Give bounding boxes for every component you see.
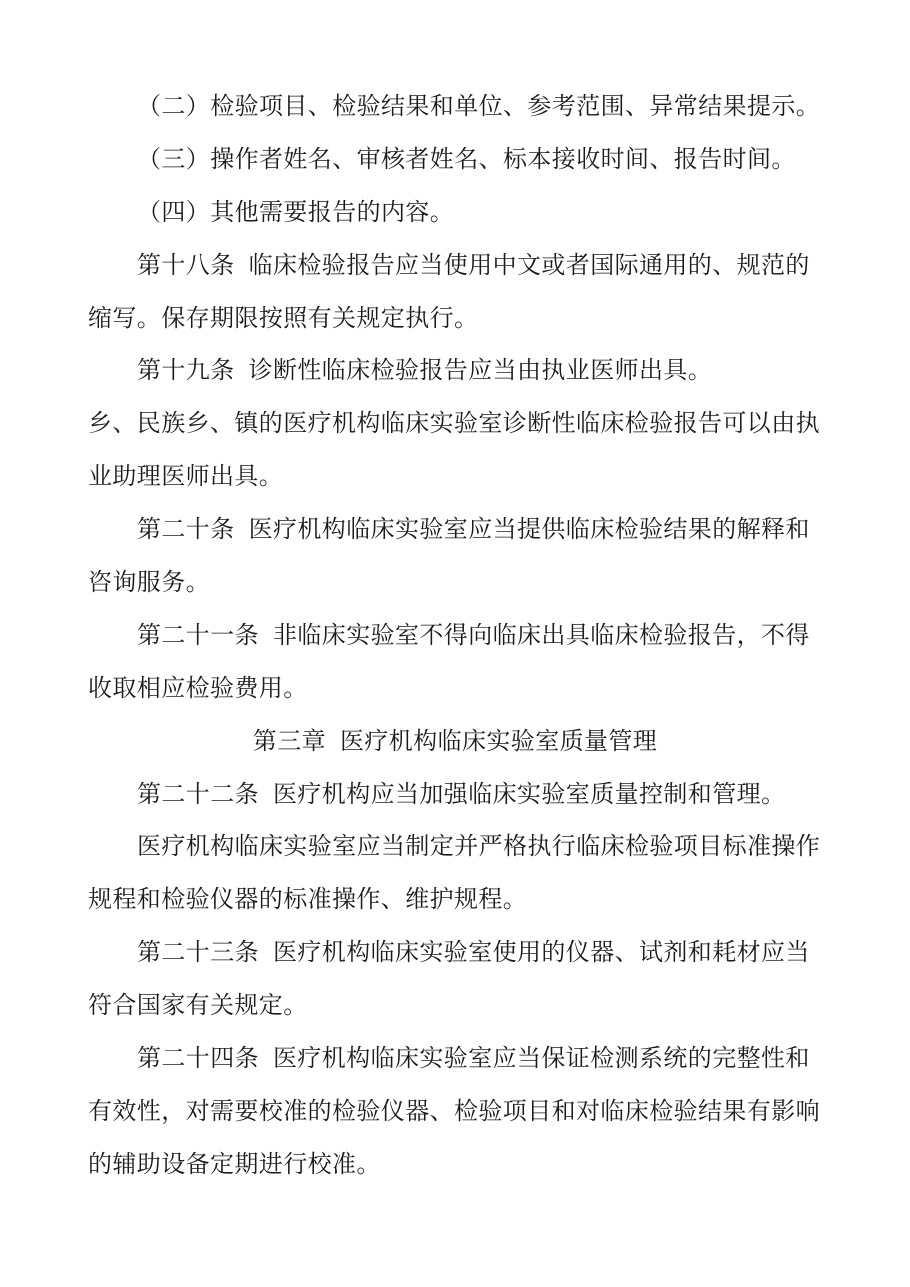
article-text: 临床检验报告应当使用中文或者国际通用的、规范的: [248, 250, 810, 279]
article-text: 诊断性临床检验报告应当由执业医师出具。: [248, 356, 713, 385]
paragraph-line: 规程和检验仪器的标准操作、维护规程。: [88, 885, 528, 914]
article-number: 第二十一条: [137, 620, 259, 649]
article-paragraph: [88, 344, 822, 503]
paragraph-line: [88, 1032, 822, 1085]
paragraph-line: 医疗机构临床实验室应当制定并严格执行临床检验项目标准操作: [137, 832, 821, 861]
article-text: 非临床实验室不得向临床出具临床检验报告，不得: [273, 620, 810, 649]
article-paragraph: [88, 926, 822, 1032]
paragraph-line: [88, 609, 822, 662]
paragraph-line: 乡、民族乡、镇的医疗机构临床实验室诊断性临床检验报告可以由执: [88, 409, 820, 438]
paragraph-line: 业助理医师出具。: [88, 462, 284, 491]
list-item-paragraph: [88, 80, 822, 133]
article-paragraph: [88, 503, 822, 609]
article-paragraph: [88, 768, 822, 821]
article-number: 第十八条: [137, 250, 235, 279]
body-paragraph: [88, 820, 822, 926]
chapter-heading: [88, 715, 822, 768]
paragraph-line: [88, 768, 822, 821]
chapter-number: 第三章: [252, 726, 326, 755]
article-paragraph: [88, 1032, 822, 1191]
article-text: 医疗机构临床实验室应当提供临床检验结果的解释和: [248, 515, 810, 544]
article-number: 第二十二条: [137, 779, 259, 808]
paragraph-line: [88, 344, 822, 397]
paragraph-line: 收取相应检验费用。: [88, 673, 308, 702]
paragraph-line: 符合国家有关规定。: [88, 991, 308, 1020]
article-text: 医疗机构临床实验室使用的仪器、试剂和耗材应当: [273, 938, 810, 967]
article-paragraph: [88, 239, 822, 345]
list-item-paragraph: [88, 133, 822, 186]
chapter-title: 医疗机构临床实验室质量管理: [340, 726, 658, 755]
paragraph-line: 缩写。保存期限按照有关规定执行。: [88, 303, 479, 332]
paragraph-line: [88, 239, 822, 292]
article-number: 第二十三条: [137, 938, 259, 967]
paragraph-line: （三）操作者姓名、审核者姓名、标本接收时间、报告时间。: [137, 144, 796, 173]
paragraph-line: （四）其他需要报告的内容。: [137, 197, 455, 226]
paragraph-line: 咨询服务。: [88, 568, 210, 597]
paragraph-line: [88, 926, 822, 979]
article-paragraph: [88, 609, 822, 715]
article-number: 第二十四条: [137, 1044, 259, 1073]
article-text: 医疗机构临床实验室应当保证检测系统的完整性和: [273, 1044, 810, 1073]
list-item-paragraph: [88, 186, 822, 239]
article-text: 医疗机构应当加强临床实验室质量控制和管理。: [273, 779, 786, 808]
article-number: 第二十条: [137, 515, 235, 544]
paragraph-line: [88, 503, 822, 556]
article-number: 第十九条: [137, 356, 235, 385]
paragraph-line: 有效性，对需要校准的检验仪器、检验项目和对临床检验结果有影响: [88, 1096, 820, 1125]
paragraph-line: （二）检验项目、检验结果和单位、参考范围、异常结果提示。: [137, 92, 821, 120]
paragraph-line: 的辅助设备定期进行校准。: [88, 1149, 381, 1178]
